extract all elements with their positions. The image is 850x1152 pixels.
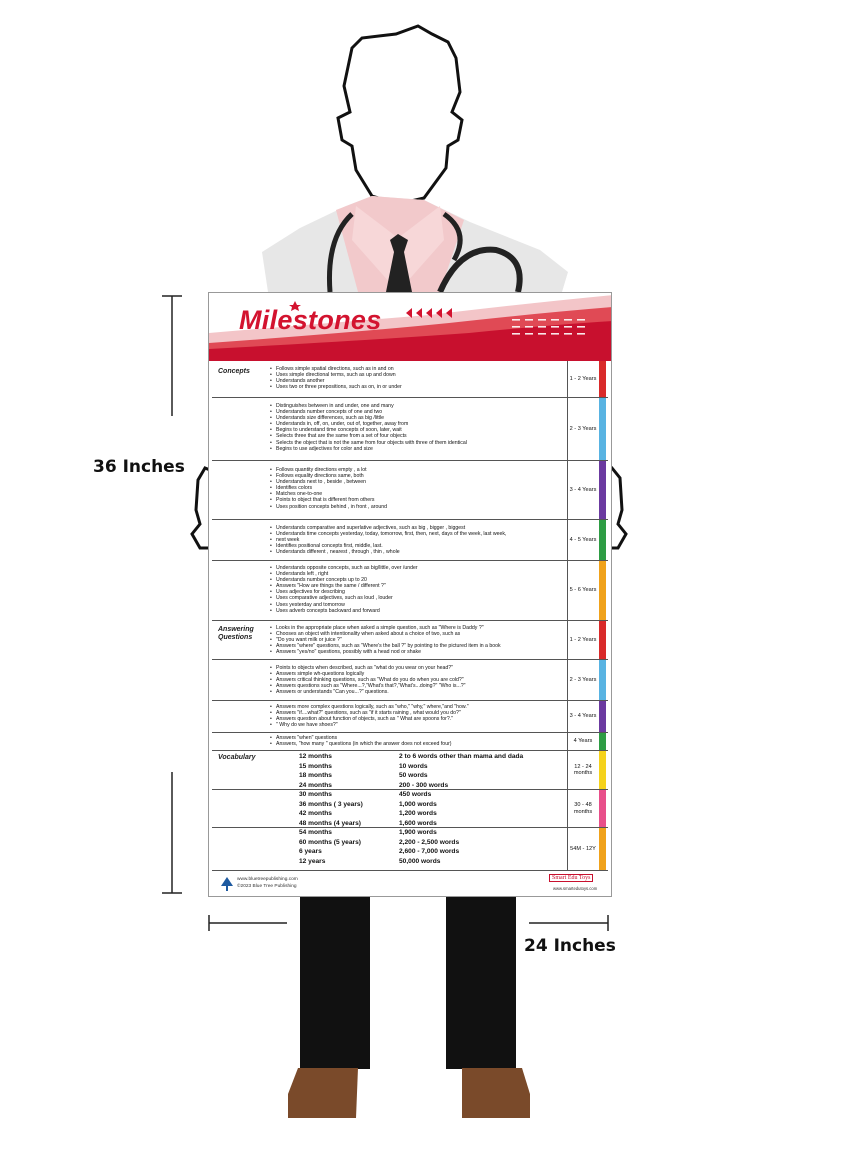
list-item: • Looks in the appropriate place when asked a simple question, such as "Where is Daddy ?" — [270, 625, 568, 631]
list-item: • Chooses an object with intentionality when asked about a choice of two, such as — [270, 631, 568, 637]
list-item: • Follows simple spatial directions, such as in and on — [270, 366, 568, 372]
vocab-words-column — [399, 790, 437, 828]
age-label: 54M - 12Y — [567, 828, 598, 870]
list-item: • Answers "yes/no" questions, possibly with a head nod or shake — [270, 649, 568, 655]
list-item: • Points to object that is different from others — [270, 497, 568, 503]
vocab-words: 2 to 6 words other than mama and dada — [399, 753, 524, 760]
category-vocabulary: Vocabulary — [218, 754, 256, 761]
milestone-list — [270, 735, 568, 747]
table-row — [212, 701, 608, 733]
list-item: • Selects the object that is not the same from four objects with three of them identical — [270, 440, 568, 446]
milestone-list — [270, 366, 568, 390]
brand-url: www.smartedutoys.com — [553, 886, 598, 891]
list-item: • Uses comparative adjectives, such as loud , louder — [270, 595, 568, 601]
list-item: • Answers simple wh-questions logically — [270, 671, 568, 677]
table-row — [212, 621, 608, 660]
table-row — [212, 733, 608, 751]
vocab-words-column — [399, 752, 523, 790]
table-row — [212, 660, 608, 701]
age-label: 2 - 3 Years — [567, 660, 598, 700]
vocab-month: 18 months — [299, 772, 332, 779]
list-item: • Uses two or three prepositions, such as on, in or under — [270, 384, 568, 390]
table-row — [212, 361, 608, 398]
list-item: • Uses simple directional terms, such as up and down — [270, 372, 568, 378]
tree-logo-icon — [221, 877, 233, 891]
age-label: 1 - 2 Years — [567, 361, 598, 397]
vocab-month: 36 months ( 3 years) — [299, 800, 363, 808]
list-item: • Understands next to , beside , between — [270, 479, 568, 485]
age-label: 3 - 4 Years — [567, 461, 598, 519]
table-row — [212, 828, 608, 871]
list-item: • Answers "if....what?" questions, such as "if it starts raining , what would you do?" — [270, 710, 568, 716]
milestone-list — [270, 704, 568, 728]
width-dimension-label: 24 Inches — [524, 936, 616, 956]
vocab-words: 10 words — [399, 762, 428, 770]
table-row — [212, 520, 608, 561]
list-item: • Follows quantity directions empty , a lot — [270, 467, 568, 473]
list-item: • Understands number concepts up to 20 — [270, 577, 568, 583]
list-item: • Understands opposite concepts, such as big/little, over /under — [270, 565, 568, 571]
list-item: • Begins to understand time concepts of soon, later, wait — [270, 427, 568, 433]
list-item: • Understands time concepts yesterday, today, tomorrow, first, then, next, days of the week, last week, — [270, 531, 568, 537]
vocab-words: 450 words — [399, 791, 432, 798]
list-item: • Identifies colors — [270, 485, 568, 491]
vocab-words: 1,000 words — [399, 800, 437, 808]
list-item: • Matches one-to-one — [270, 491, 568, 497]
list-item: • Uses position concepts behind , in front , around — [270, 504, 568, 510]
vocab-words: 1,200 words — [399, 810, 437, 817]
milestone-list — [270, 467, 568, 510]
list-item: • Answers "where" questions, such as "Where's the ball ?" by pointing to the pictured item in a book — [270, 643, 568, 649]
age-label: 2 - 3 Years — [567, 398, 598, 460]
vocab-month: 12 years — [299, 857, 326, 865]
list-item: • " Why do we have shoes?" — [270, 722, 568, 728]
age-color-bar — [599, 398, 606, 460]
age-color-bar — [599, 561, 606, 620]
list-item: • Begins to use adjectives for color and size — [270, 446, 568, 452]
brand-logo: Smart Edu Toys — [549, 874, 593, 882]
age-label: 4 - 5 Years — [567, 520, 598, 560]
list-item: • Uses adjectives for describing — [270, 589, 568, 595]
vocab-words: 50,000 words — [399, 857, 441, 865]
age-label: 1 - 2 Years — [567, 621, 598, 659]
list-item: • Understands size differences, such as big /little — [270, 415, 568, 421]
category-concepts: Concepts — [218, 368, 250, 375]
vocab-words: 1,600 words — [399, 819, 437, 827]
list-item: • Understands different , nearest , through , thin , whole — [270, 549, 568, 555]
milestone-list — [270, 665, 568, 695]
table-row — [212, 561, 608, 621]
age-label: 3 - 4 Years — [567, 701, 598, 732]
age-color-bar — [599, 828, 606, 870]
vocab-months-column — [299, 828, 361, 866]
list-item: • Understands comparative and superlative adjectives, such as big , bigger , biggest — [270, 525, 568, 531]
vocab-words: 1,900 words — [399, 829, 437, 836]
vocab-month: 54 months — [299, 829, 332, 836]
vocab-months-column — [299, 790, 363, 828]
list-item: • "Do you want milk or juice ?" — [270, 637, 568, 643]
age-label: 30 - 48 months — [567, 790, 598, 827]
milestones-table — [212, 361, 608, 871]
vocab-months-column — [299, 752, 332, 790]
list-item: • Answers "How are things the same / different ?" — [270, 583, 568, 589]
milestone-list — [270, 625, 568, 655]
table-row — [212, 461, 608, 520]
list-item: • Answers "when" questions — [270, 735, 568, 741]
table-row — [212, 751, 608, 790]
list-item: • Answers critical thinking questions, such as "What do you do when you are cold?" — [270, 677, 568, 683]
age-label: 4 Years — [567, 733, 598, 750]
list-item: • Uses yesterday and tomorrow — [270, 602, 568, 608]
table-row — [212, 398, 608, 461]
list-item: • Understands in, off, on, under, out of, together, away from — [270, 421, 568, 427]
vocab-month: 60 months (5 years) — [299, 838, 361, 846]
list-item: • Follows equality directions same, both — [270, 473, 568, 479]
vocab-month: 48 months (4 years) — [299, 819, 361, 827]
age-label: 5 - 6 Years — [567, 561, 598, 620]
age-color-bar — [599, 520, 606, 560]
publisher-url: www.bluetreepublishing.com — [237, 877, 298, 882]
list-item: • Understands left , right — [270, 571, 568, 577]
age-color-bar — [599, 751, 606, 789]
vocab-words: 200 - 300 words — [399, 781, 449, 789]
category-answering-questions: Answering Questions — [218, 626, 254, 641]
list-item: • Answers more complex questions logically, such as "who," "why," where,"and "how." — [270, 704, 568, 710]
age-color-bar — [599, 361, 606, 397]
age-label: 12 - 24 months — [567, 751, 598, 789]
vocab-month: 42 months — [299, 810, 332, 817]
poster-footer — [209, 871, 612, 897]
vocab-words: 2,200 - 2,500 words — [399, 838, 460, 846]
vocab-month: 24 months — [299, 781, 332, 789]
age-color-bar — [599, 660, 606, 700]
list-item: • Understands number concepts of one and two — [270, 409, 568, 415]
table-row — [212, 790, 608, 828]
age-color-bar — [599, 701, 606, 732]
list-item: • Answers, "how many " questions (in which the answer does not exceed four) — [270, 741, 568, 747]
vocab-words: 2,600 - 7,000 words — [399, 848, 460, 855]
age-color-bar — [599, 790, 606, 827]
vocab-month: 12 months — [299, 753, 332, 760]
age-color-bar — [599, 621, 606, 659]
list-item: • Answers or understands "Can you...?" questions. — [270, 689, 568, 695]
list-item: • Selects three that are the same from a set of four objects — [270, 433, 568, 439]
height-dimension-label: 36 Inches — [93, 457, 185, 477]
list-item: • Points to objects when described, such as "what do you wear on your head?" — [270, 665, 568, 671]
milestones-poster — [208, 292, 612, 897]
milestone-list — [270, 565, 568, 614]
milestone-list — [270, 525, 568, 555]
list-item: • Answers questions such as "Where...?,"What's that?,"What's...doing?" "Who is...?" — [270, 683, 568, 689]
list-item: • Answers question about function of objects, such as " What are spoons for?." — [270, 716, 568, 722]
poster-title: Milestones — [239, 305, 382, 335]
list-item: • Uses adverb concepts backward and forward — [270, 608, 568, 614]
list-item: • Understands another — [270, 378, 568, 384]
vocab-month: 15 months — [299, 762, 332, 770]
age-color-bar — [599, 461, 606, 519]
age-color-bar — [599, 733, 606, 750]
list-item: • next week — [270, 537, 568, 543]
milestone-list — [270, 403, 568, 452]
vocab-words-column — [399, 828, 459, 866]
vocab-month: 30 months — [299, 791, 332, 798]
list-item: • Identifies positional concepts first, middle, last. — [270, 543, 568, 549]
list-item: • Distinguishes between in and under, one and many — [270, 403, 568, 409]
vocab-month: 6 years — [299, 848, 322, 855]
poster-header — [209, 293, 612, 361]
copyright: ©2023 Blue Tree Publishing — [237, 884, 297, 889]
vocab-words: 50 words — [399, 772, 428, 779]
